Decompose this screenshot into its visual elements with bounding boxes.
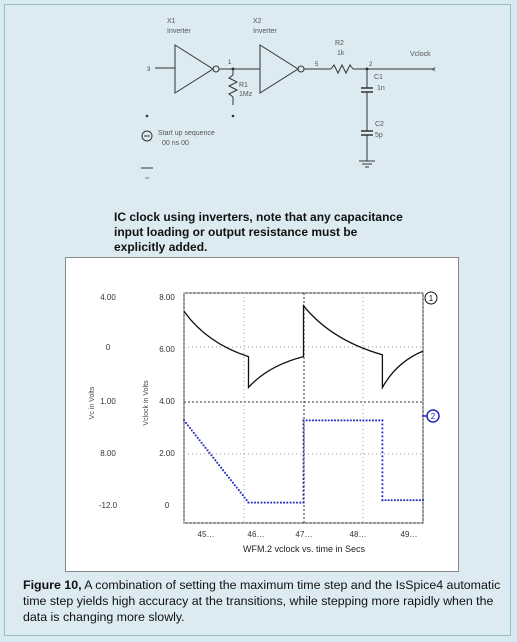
right-tick-label: 6.00 bbox=[159, 345, 175, 354]
trace-2-point bbox=[303, 463, 305, 465]
trace-2-point bbox=[197, 437, 199, 439]
trace-2-point bbox=[303, 482, 305, 484]
node-right-label: 5 bbox=[315, 62, 319, 68]
trace-2-point bbox=[382, 428, 384, 430]
trace-2-point bbox=[382, 443, 384, 445]
trace-2-point bbox=[328, 420, 330, 422]
x-tick-label: 47… bbox=[295, 530, 313, 539]
trace-2-point bbox=[207, 449, 209, 451]
trace-2-point bbox=[248, 502, 250, 504]
trace-2-point bbox=[322, 420, 324, 422]
trace-2-point bbox=[303, 502, 305, 504]
trace-2-point bbox=[209, 452, 211, 454]
right-tick-label: 0 bbox=[164, 501, 170, 510]
trace-2-point bbox=[303, 427, 305, 429]
trace-2-point bbox=[183, 420, 185, 422]
r1-value: 1Mz bbox=[239, 91, 253, 98]
trace-2-point bbox=[303, 420, 305, 422]
trace-2-point bbox=[224, 472, 226, 474]
trace-2-point bbox=[394, 499, 396, 501]
trace-2-point bbox=[400, 499, 402, 501]
trace-2-point bbox=[334, 420, 336, 422]
trace-2-point bbox=[303, 478, 305, 480]
trace-2-point bbox=[244, 497, 246, 499]
source-text-2: 00 ns 00 bbox=[162, 140, 189, 147]
node-left-label: 3 bbox=[147, 67, 151, 73]
trace-2-point bbox=[303, 459, 305, 461]
trace-2-point bbox=[306, 420, 308, 422]
trace-2-point bbox=[216, 462, 218, 464]
figure-frame bbox=[4, 4, 511, 636]
trace-2-point bbox=[257, 502, 259, 504]
x-tick-label: 45… bbox=[197, 530, 215, 539]
x2-name: Inverter bbox=[253, 28, 277, 35]
right-tick-label: 8.00 bbox=[159, 293, 175, 302]
trace-2-point bbox=[372, 420, 374, 422]
trace-2-point bbox=[382, 467, 384, 469]
trace-2-point bbox=[283, 502, 285, 504]
trace-2-point bbox=[290, 502, 292, 504]
trace-2-point bbox=[222, 469, 224, 471]
c2-label: C2 bbox=[375, 121, 384, 128]
schematic-note: IC clock using inverters, note that any capacitance input loading or output resistance must be explicitly added. bbox=[114, 210, 403, 254]
trace-2-point bbox=[382, 459, 384, 461]
trace-2-point bbox=[341, 420, 343, 422]
trace-2-point bbox=[299, 502, 301, 504]
left-tick-label: 4.00 bbox=[100, 293, 116, 302]
trace-2-point bbox=[315, 420, 317, 422]
trace-2-point bbox=[382, 475, 384, 477]
trace-2-point bbox=[246, 499, 248, 501]
node-mid-label: 1 bbox=[228, 60, 232, 66]
figure-caption bbox=[23, 577, 503, 625]
trace-2-point bbox=[397, 499, 399, 501]
trace-2-point bbox=[201, 442, 203, 444]
trace-2-point bbox=[303, 443, 305, 445]
inverter-x1 bbox=[167, 18, 219, 93]
trace-2-point bbox=[212, 457, 214, 459]
trace-2-point bbox=[419, 499, 421, 501]
trace-2-point bbox=[382, 487, 384, 489]
trace-2-point bbox=[254, 502, 256, 504]
right-axis-title: Vclock in Volts bbox=[143, 380, 150, 426]
trace-2-point bbox=[410, 499, 412, 501]
x1-label: X1 bbox=[167, 18, 176, 25]
marker-1-label: 1 bbox=[428, 294, 434, 303]
trace-2-point bbox=[303, 486, 305, 488]
trace-2-point bbox=[303, 423, 305, 425]
trace-2-point bbox=[382, 479, 384, 481]
trace-2-point bbox=[191, 430, 193, 432]
trace-2-point bbox=[407, 499, 409, 501]
trace-2-point bbox=[356, 420, 358, 422]
trace-2-point bbox=[337, 420, 339, 422]
left-tick-label: -12.0 bbox=[98, 501, 118, 510]
trace-2-point bbox=[293, 502, 295, 504]
trace-2-point bbox=[296, 502, 298, 504]
trace-2-point bbox=[264, 502, 266, 504]
trace-2-point bbox=[378, 420, 380, 422]
left-axis-title: Vc in Volts bbox=[89, 386, 96, 420]
trace-2-point bbox=[303, 474, 305, 476]
trace-2-point bbox=[267, 502, 269, 504]
trace-2-point bbox=[312, 420, 314, 422]
caption-text: A combination of setting the maximum time step and the IsSpice4 automatic time step yields high accuracy at the transitions, while stepping more rapidly when the data is changing more slowly. bbox=[23, 578, 501, 624]
trace-2-point bbox=[303, 455, 305, 457]
trace-2-point bbox=[382, 451, 384, 453]
c1-value: 1n bbox=[377, 85, 385, 92]
trace-2-point bbox=[382, 447, 384, 449]
trace-2-point bbox=[366, 420, 368, 422]
trace-2-point bbox=[369, 420, 371, 422]
trace-2-point bbox=[382, 424, 384, 426]
trace-2-point bbox=[280, 502, 282, 504]
trace-2-point bbox=[382, 420, 384, 422]
trace-2-point bbox=[242, 494, 244, 496]
marker-2-label: 2 bbox=[430, 412, 436, 421]
trace-2-point bbox=[274, 502, 276, 504]
trace-2-point bbox=[382, 432, 384, 434]
trace-2-point bbox=[214, 459, 216, 461]
trace-2-point bbox=[270, 502, 272, 504]
trace-2-point bbox=[228, 477, 230, 479]
right-tick-label: 2.00 bbox=[159, 449, 175, 458]
trace-2-point bbox=[238, 489, 240, 491]
node-out-label: 2 bbox=[369, 62, 373, 68]
trace-2-point bbox=[331, 420, 333, 422]
trace-2-point bbox=[325, 420, 327, 422]
trace-2-point bbox=[195, 435, 197, 437]
trace-2-point bbox=[211, 454, 213, 456]
trace-2-point bbox=[199, 439, 201, 441]
waveform-plot-svg bbox=[66, 258, 458, 571]
trace-2-point bbox=[303, 451, 305, 453]
trace-2-point bbox=[232, 482, 234, 484]
source-text-1: Start up sequence bbox=[158, 130, 215, 137]
right-tick-label: 4.00 bbox=[159, 397, 175, 406]
trace-2-point bbox=[303, 470, 305, 472]
trace-2-point bbox=[230, 479, 232, 481]
trace-2-point bbox=[309, 420, 311, 422]
trace-1-line bbox=[184, 306, 423, 388]
x-tick-label: 46… bbox=[247, 530, 265, 539]
r2-label: R2 bbox=[335, 40, 344, 47]
x-tick-label: 49… bbox=[400, 530, 418, 539]
circuit-schematic bbox=[125, 13, 455, 188]
source-icon bbox=[142, 131, 152, 141]
trace-2-point bbox=[303, 435, 305, 437]
x2-label: X2 bbox=[253, 18, 262, 25]
resistor-r1 bbox=[229, 69, 253, 105]
trace-2-point bbox=[422, 499, 424, 501]
trace-2-point bbox=[382, 440, 384, 442]
trace-2-point bbox=[363, 420, 365, 422]
trace-2-point bbox=[344, 420, 346, 422]
trace-2-point bbox=[234, 484, 236, 486]
trace-2-point bbox=[240, 492, 242, 494]
left-tick-label: 8.00 bbox=[100, 449, 116, 458]
trace-2-point bbox=[189, 427, 191, 429]
trace-2-point bbox=[236, 487, 238, 489]
trace-2-point bbox=[359, 420, 361, 422]
left-tick-label: 0 bbox=[105, 343, 111, 352]
c2-value: 5p bbox=[375, 132, 383, 139]
trace-2-point bbox=[261, 502, 263, 504]
trace-2-point bbox=[251, 502, 253, 504]
trace-2-point bbox=[388, 499, 390, 501]
trace-2-point bbox=[391, 499, 393, 501]
trace-2-point bbox=[382, 491, 384, 493]
ground-icon bbox=[359, 161, 375, 167]
trace-2-point bbox=[382, 495, 384, 497]
trace-2-point bbox=[382, 471, 384, 473]
r1-label: R1 bbox=[239, 82, 248, 89]
trace-2-point bbox=[220, 467, 222, 469]
figure-label: Figure 10, bbox=[23, 578, 82, 592]
trace-2-point bbox=[303, 494, 305, 496]
trace-2-point bbox=[203, 444, 205, 446]
trace-2-point bbox=[416, 499, 418, 501]
trace-2-point bbox=[382, 455, 384, 457]
trace-2-point bbox=[375, 420, 377, 422]
output-arrow-icon: < bbox=[431, 65, 436, 74]
inverter-x2 bbox=[253, 18, 304, 93]
trace-2-point bbox=[218, 464, 220, 466]
trace-2-point bbox=[205, 447, 207, 449]
trace-2-point bbox=[303, 467, 305, 469]
trace-2-point bbox=[187, 425, 189, 427]
waveform-plot bbox=[65, 257, 459, 572]
trace-2-point bbox=[303, 490, 305, 492]
trace-2-point bbox=[318, 420, 320, 422]
r2-value: 1k bbox=[337, 50, 345, 57]
left-tick-label: 1.00 bbox=[100, 397, 116, 406]
capacitor-c1 bbox=[361, 74, 385, 92]
x1-name: Inverter bbox=[167, 28, 191, 35]
trace-2-point bbox=[382, 436, 384, 438]
trace-2-point bbox=[385, 499, 387, 501]
trace-2-point bbox=[350, 420, 352, 422]
trace-2-point bbox=[382, 463, 384, 465]
capacitor-c2 bbox=[361, 121, 384, 139]
trace-2-point bbox=[193, 432, 195, 434]
x-axis-title: WFM.2 vclock vs. time in Secs bbox=[242, 544, 366, 554]
trace-2-point bbox=[303, 447, 305, 449]
trace-2-point bbox=[382, 483, 384, 485]
trace-2-point bbox=[286, 502, 288, 504]
trace-2-point bbox=[303, 498, 305, 500]
trace-2-point bbox=[303, 439, 305, 441]
resistor-r2 bbox=[331, 40, 353, 73]
trace-2-point bbox=[353, 420, 355, 422]
trace-2-point bbox=[185, 422, 187, 424]
trace-2-point bbox=[277, 502, 279, 504]
trace-2-point bbox=[226, 474, 228, 476]
trace-2-point bbox=[347, 420, 349, 422]
x-tick-label: 48… bbox=[349, 530, 367, 539]
trace-2-point bbox=[413, 499, 415, 501]
trace-2-point bbox=[382, 499, 384, 501]
trace-2-point bbox=[303, 431, 305, 433]
vclock-label: Vclock bbox=[410, 51, 431, 58]
c1-label: C1 bbox=[374, 74, 383, 81]
trace-2-point bbox=[403, 499, 405, 501]
